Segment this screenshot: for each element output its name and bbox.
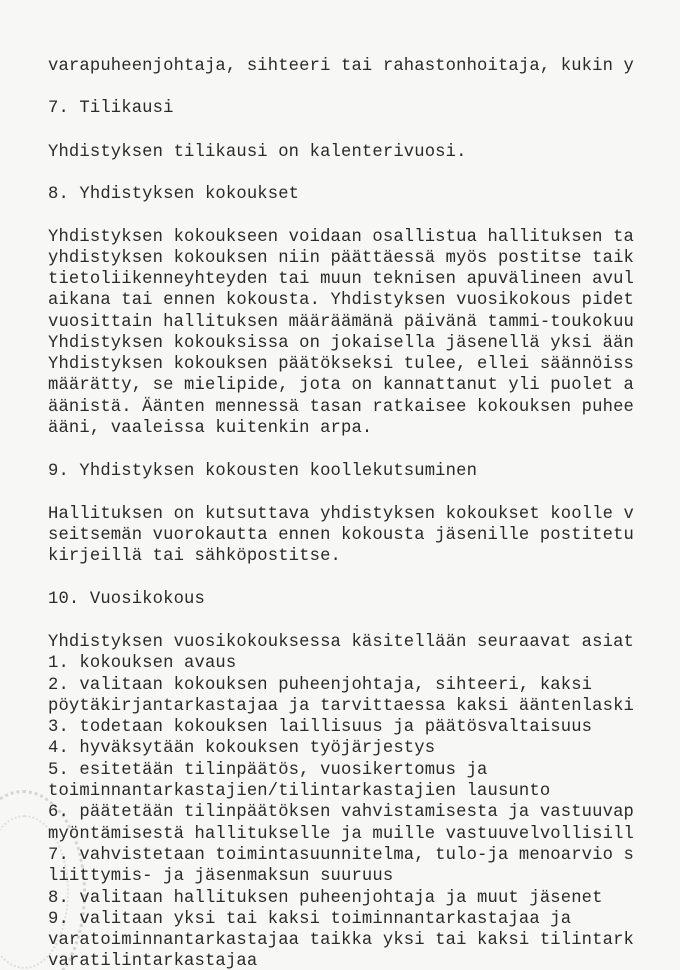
text-line: Yhdistyksen kokouksen päätökseksi tulee, ellei säännöiss xyxy=(48,355,634,374)
list-item: 1. kokouksen avaus xyxy=(48,654,237,673)
text-line: ääni, vaaleissa kuitenkin arpa. xyxy=(48,419,373,438)
text-line: Yhdistyksen tilikausi on kalenterivuosi. xyxy=(48,143,467,162)
text-line: määrätty, se mielipide, jota on kannattanut yli puolet a xyxy=(48,376,634,395)
section-heading: 8. Yhdistyksen kokoukset xyxy=(48,185,300,204)
text-line: Yhdistyksen kokoukseen voidaan osallistua hallituksen ta xyxy=(48,228,634,247)
list-item: liittymis- ja jäsenmaksun suuruus xyxy=(48,867,394,886)
text-line: Yhdistyksen kokouksissa on jokaisella jäsenellä yksi ään xyxy=(48,334,634,353)
list-item: pöytäkirjantarkastajaa ja tarvittaessa kaksi ääntenlaski xyxy=(48,697,634,716)
list-item: 6. päätetään tilinpäätöksen vahvistamisesta ja vastuuvap xyxy=(48,803,634,822)
list-item: 4. hyväksytään kokouksen työjärjestys xyxy=(48,739,436,758)
section-heading: 9. Yhdistyksen kokousten koollekutsuminen xyxy=(48,462,478,481)
text-line: vuosittain hallituksen määräämänä päivänä tammi-toukokuu xyxy=(48,313,634,332)
text-line: aikana tai ennen kokousta. Yhdistyksen vuosikokous pidet xyxy=(48,291,634,310)
list-item: toiminnantarkastajien/tilintarkastajien lausunto xyxy=(48,782,551,801)
text-line: kirjeillä tai sähköpostitse. xyxy=(48,547,341,566)
text-line: Yhdistyksen vuosikokouksessa käsitellään seuraavat asiat xyxy=(48,633,634,652)
list-item: varatilintarkastajaa xyxy=(48,952,258,970)
text-line: yhdistyksen kokouksen niin päättäessä myös postitse taik xyxy=(48,249,634,268)
section-heading: 7. Tilikausi xyxy=(48,99,174,118)
section-heading: 10. Vuosikokous xyxy=(48,590,205,609)
list-item: 8. valitaan hallituksen puheenjohtaja ja muut jäsenet xyxy=(48,889,603,908)
list-item: 2. valitaan kokouksen puheenjohtaja, sihteeri, kaksi xyxy=(48,676,593,695)
list-item: 5. esitetään tilinpäätös, vuosikertomus ja xyxy=(48,761,488,780)
list-item: varatoiminnantarkastajaa taikka yksi tai kaksi tilintark xyxy=(48,931,634,950)
text-line: varapuheenjohtaja, sihteeri tai rahastonhoitaja, kukin y xyxy=(48,57,634,76)
list-item: myöntämisestä hallitukselle ja muille vastuuvelvollisill xyxy=(48,825,634,844)
text-line: Hallituksen on kutsuttava yhdistyksen kokoukset koolle v xyxy=(48,505,634,524)
text-line: seitsemän vuorokautta ennen kokousta jäsenille postitetu xyxy=(48,526,634,545)
list-item: 7. vahvistetaan toimintasuunnitelma, tulo-ja menoarvio s xyxy=(48,846,634,865)
list-item: 3. todetaan kokouksen laillisuus ja päätösvaltaisuus xyxy=(48,718,593,737)
list-item: 9. valitaan yksi tai kaksi toiminnantarkastajaa ja xyxy=(48,910,572,929)
text-line: tietoliikenneyhteyden tai muun teknisen apuvälineen avul xyxy=(48,270,634,289)
text-line: äänistä. Äänten mennessä tasan ratkaisee kokouksen puhee xyxy=(48,398,634,417)
